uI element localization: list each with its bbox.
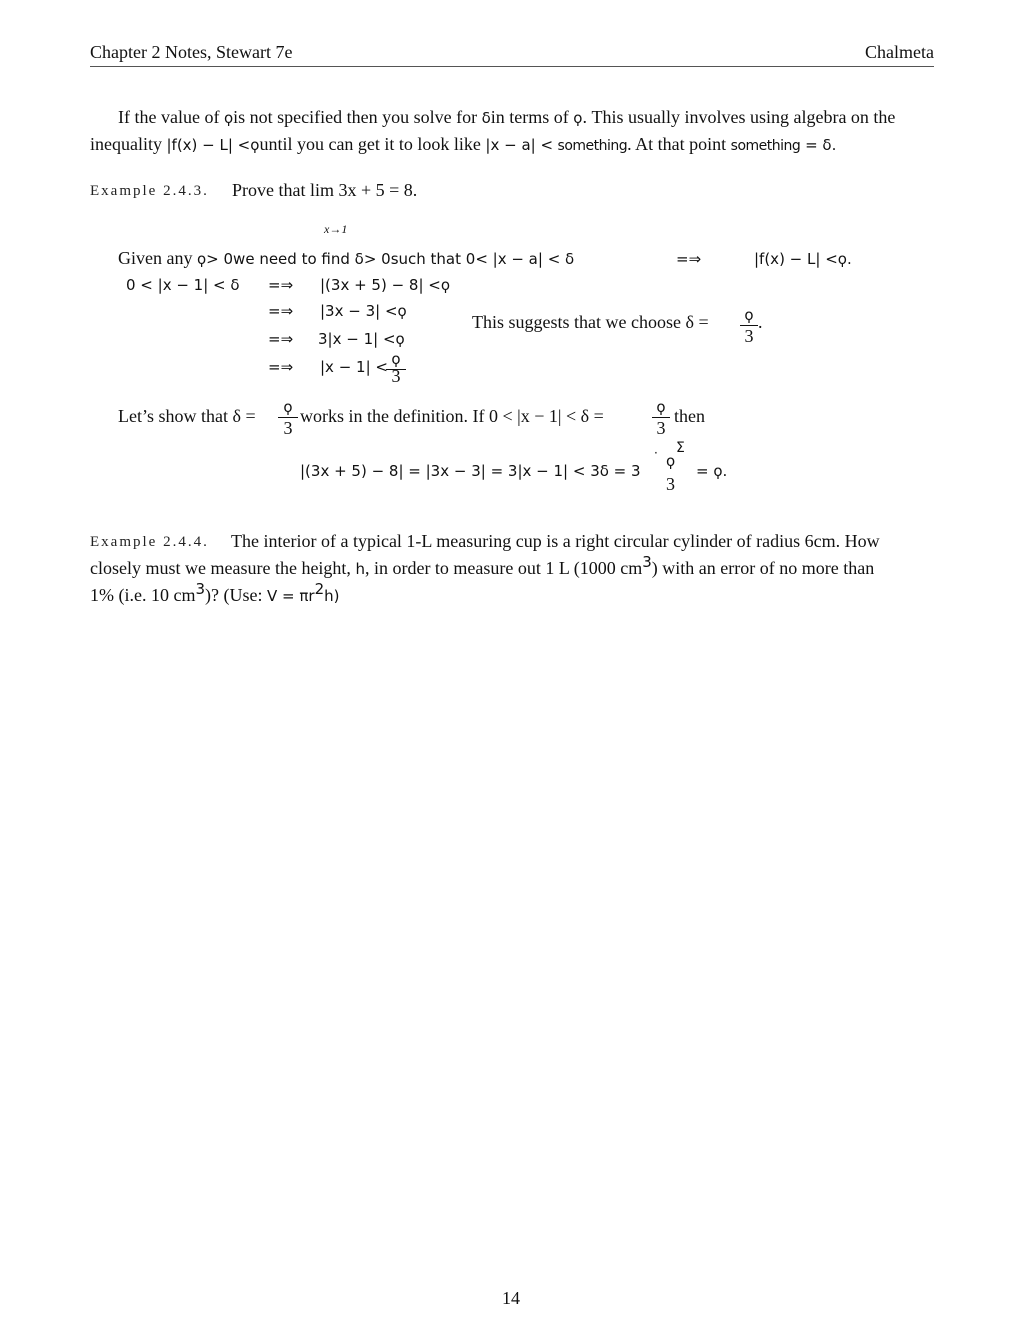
final-chain: |(3x + 5) − 8| = |3x − 3| = 3|x − 1| < 3δ = 3 (300, 462, 641, 480)
intro-text: until you can get it to look like (259, 134, 486, 154)
fraction-eps-over-3 (278, 398, 298, 437)
header-rule (90, 66, 934, 67)
something-term: something (557, 138, 628, 154)
height-variable: h (355, 560, 365, 578)
given-text: Given any (118, 248, 197, 268)
step-rhs: 3|x − 1| <ϙ (318, 330, 405, 348)
show-text-b: works in the definition. If 0 < |x − 1| < δ = (300, 406, 604, 426)
something-term: something (730, 138, 801, 154)
intro-text: in terms of (490, 107, 574, 127)
implies-arrow: =⇒ (676, 250, 702, 268)
fraction-denominator: 3 (656, 418, 666, 438)
show-text-c: then (674, 406, 705, 426)
example-1-statement: Prove that lim 3x + 5 = 8. (232, 180, 418, 200)
fraction-eps-over-3 (652, 398, 670, 437)
suggestion-label: This suggests that we choose δ = (472, 312, 709, 332)
given-conclusion: |f(x) − L| <ϙ. (754, 250, 852, 268)
final-sigma: Σ (676, 440, 685, 456)
epsilon-symbol: ϙ (223, 109, 234, 127)
exponent: 2 (314, 580, 325, 598)
suggestion-period: . (758, 312, 763, 332)
example-2-line-3 (90, 580, 340, 606)
intro-text: If the value of (118, 107, 224, 127)
intro-line-2 (90, 134, 836, 155)
show-text-a: Let’s show that δ = (118, 406, 256, 426)
suggestion-text (472, 312, 709, 333)
epsilon-symbol: ϙ (196, 250, 207, 268)
volume-formula: V = πr (267, 587, 315, 605)
example-2-line-2 (90, 553, 875, 579)
fraction-numerator: ϙ (744, 306, 754, 324)
fraction-numerator: ϙ (283, 398, 293, 416)
example-2-line-1: The interior of a typical 1-L measuring cup is a right circular cylinder of radius 6cm. How (231, 531, 880, 551)
volume-formula: h) (324, 587, 340, 605)
fraction-eps-over-3 (386, 350, 406, 385)
step-rhs: |(3x + 5) − 8| <ϙ (320, 276, 451, 294)
epsilon-symbol: ϙ (250, 136, 260, 154)
fraction-denominator: 3 (744, 326, 754, 346)
step-implies: =⇒ (268, 330, 294, 348)
final-result: = ϙ. (696, 462, 728, 480)
final-denominator: 3 (666, 474, 675, 494)
step-rhs: |x − 1| < (320, 358, 388, 376)
fraction-numerator: ϙ (656, 398, 666, 416)
final-eps: ϙ (666, 452, 676, 470)
fraction-denominator: 3 (283, 418, 293, 438)
step-implies: =⇒ (268, 302, 294, 320)
step-rhs: |3x − 3| <ϙ (320, 302, 407, 320)
delta-symbol: δ (481, 109, 491, 127)
intro-text: . This usually involves using algebra on the (582, 107, 896, 127)
example-2-label: Example 2.4.4. (90, 534, 209, 550)
step-implies: =⇒ (268, 358, 294, 376)
exponent: 3 (642, 553, 652, 571)
intro-text: is not specified then you solve for (233, 107, 482, 127)
fraction-eps-over-3 (740, 306, 758, 345)
header-left: Chapter 2 Notes, Stewart 7e (90, 42, 293, 62)
example-2-text: 1% (i.e. 10 cm (90, 585, 196, 605)
target-expr: |x − a| < (485, 136, 554, 154)
header-right: Chalmeta (865, 42, 934, 62)
exponent: 3 (195, 580, 206, 598)
step-lhs: 0 < |x − 1| < δ (126, 276, 240, 294)
intro-text: . At that point (627, 134, 731, 154)
step-implies: =⇒ (268, 276, 294, 294)
intro-line-1 (118, 107, 895, 128)
example-2-text: )? (Use: (205, 585, 267, 605)
example-2-text: , in order to measure out 1 L (1000 cm (364, 558, 643, 578)
final-dot: · (654, 446, 658, 460)
page-number: 14 (502, 1288, 520, 1308)
limit-subscript: x→1 (324, 222, 348, 236)
fraction-denominator: 3 (391, 366, 401, 386)
given-condition: > 0we need to find δ> 0such that 0< |x − a| < δ (206, 250, 575, 268)
example-2-text: ) with an error of no more than (651, 558, 875, 578)
example-1-label: Example 2.4.3. (90, 183, 209, 199)
delta-eq: = δ. (800, 136, 837, 154)
fraction-numerator: ϙ (391, 350, 401, 368)
intro-text: inequality (90, 134, 167, 154)
given-line (118, 248, 574, 269)
example-2-text: closely must we measure the height, (90, 558, 356, 578)
inequality-expr: |f(x) − L| < (166, 136, 251, 154)
epsilon-symbol: ϙ (573, 109, 583, 127)
